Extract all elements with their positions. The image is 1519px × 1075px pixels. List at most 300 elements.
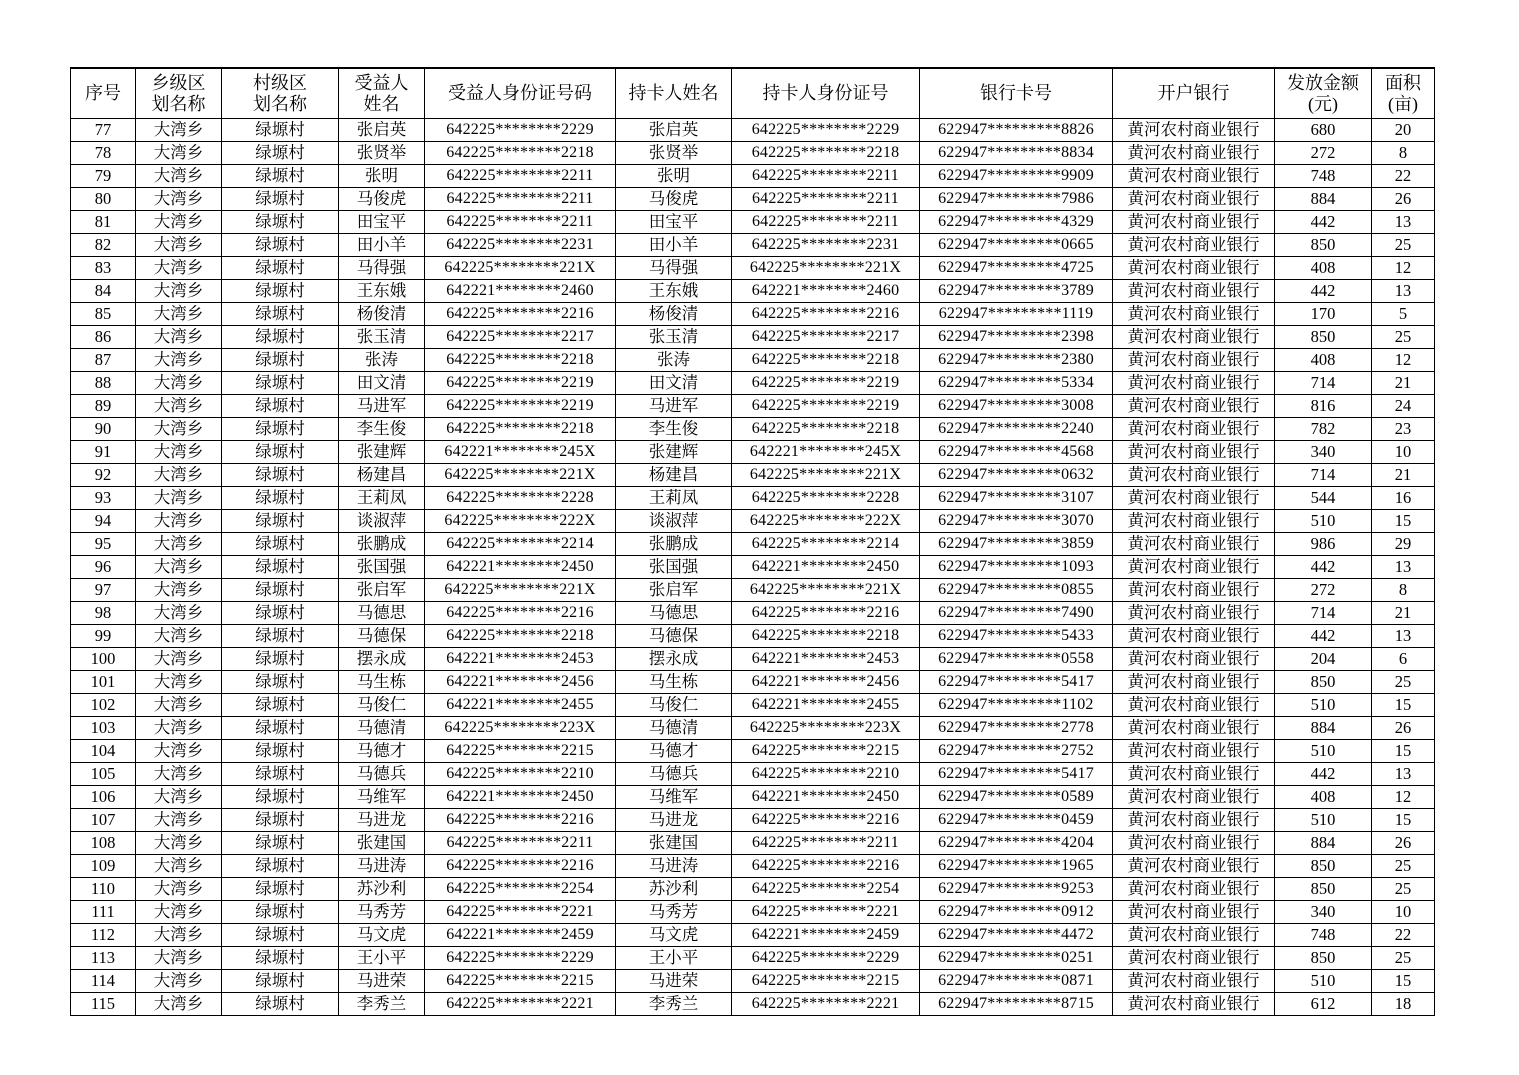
- cell-amount: 204: [1275, 648, 1372, 671]
- cell-amount: 612: [1275, 993, 1372, 1016]
- cell-index: 102: [71, 694, 136, 717]
- table-row: [71, 579, 1435, 602]
- cell-bank: 黄河农村商业银行: [1113, 372, 1275, 395]
- cell-bank: 黄河农村商业银行: [1113, 326, 1275, 349]
- table-row: [71, 349, 1435, 372]
- cell-area: 13: [1372, 763, 1435, 786]
- cell-bank: 黄河农村商业银行: [1113, 901, 1275, 924]
- cell-township: 大湾乡: [136, 257, 222, 280]
- cell-index: 97: [71, 579, 136, 602]
- table-row: [71, 372, 1435, 395]
- cell-bank: 黄河农村商业银行: [1113, 165, 1275, 188]
- cell-bank-card: 622947*********8715: [920, 993, 1113, 1016]
- cell-bank: 黄河农村商业银行: [1113, 602, 1275, 625]
- cell-village: 绿塬村: [222, 119, 339, 142]
- cell-index: 84: [71, 280, 136, 303]
- cell-village: 绿塬村: [222, 211, 339, 234]
- cell-beneficiary-id: 642225********2211: [425, 188, 616, 211]
- cell-index: 113: [71, 947, 136, 970]
- cell-index: 89: [71, 395, 136, 418]
- cell-township: 大湾乡: [136, 280, 222, 303]
- cell-area: 25: [1372, 878, 1435, 901]
- cell-township: 大湾乡: [136, 487, 222, 510]
- header-row: [71, 68, 1435, 119]
- cell-bank-card: 622947*********4568: [920, 441, 1113, 464]
- cell-cardholder-name: 张建国: [616, 832, 732, 855]
- cell-amount: 850: [1275, 671, 1372, 694]
- cell-beneficiary-id: 642221********2459: [425, 924, 616, 947]
- cell-index: 110: [71, 878, 136, 901]
- table-row: [71, 326, 1435, 349]
- cell-cardholder-name: 田宝平: [616, 211, 732, 234]
- cell-index: 79: [71, 165, 136, 188]
- cell-index: 92: [71, 464, 136, 487]
- cell-village: 绿塬村: [222, 487, 339, 510]
- cell-township: 大湾乡: [136, 579, 222, 602]
- cell-area: 8: [1372, 142, 1435, 165]
- cell-index: 81: [71, 211, 136, 234]
- cell-cardholder-id: 642225********2211: [732, 165, 920, 188]
- cell-village: 绿塬村: [222, 648, 339, 671]
- cell-beneficiary-name: 马德才: [339, 740, 425, 763]
- cell-amount: 442: [1275, 211, 1372, 234]
- cell-cardholder-id: 642225********2221: [732, 901, 920, 924]
- cell-area: 12: [1372, 257, 1435, 280]
- cell-village: 绿塬村: [222, 533, 339, 556]
- cell-bank-card: 622947*********0558: [920, 648, 1113, 671]
- cell-bank: 黄河农村商业银行: [1113, 556, 1275, 579]
- cell-index: 95: [71, 533, 136, 556]
- table-row: [71, 211, 1435, 234]
- cell-village: 绿塬村: [222, 326, 339, 349]
- cell-area: 22: [1372, 924, 1435, 947]
- cell-cardholder-name: 马德思: [616, 602, 732, 625]
- cell-cardholder-name: 李秀兰: [616, 993, 732, 1016]
- table-row: [71, 188, 1435, 211]
- cell-beneficiary-name: 马德兵: [339, 763, 425, 786]
- table-row: [71, 119, 1435, 142]
- cell-index: 104: [71, 740, 136, 763]
- cell-beneficiary-name: 马德思: [339, 602, 425, 625]
- cell-amount: 408: [1275, 349, 1372, 372]
- cell-cardholder-id: 642225********2211: [732, 832, 920, 855]
- cell-village: 绿塬村: [222, 372, 339, 395]
- cell-bank-card: 622947*********8826: [920, 119, 1113, 142]
- cell-village: 绿塬村: [222, 142, 339, 165]
- cell-area: 23: [1372, 418, 1435, 441]
- table-row: [71, 418, 1435, 441]
- cell-bank-card: 622947*********0251: [920, 947, 1113, 970]
- cell-beneficiary-name: 马德保: [339, 625, 425, 648]
- cell-area: 5: [1372, 303, 1435, 326]
- cell-area: 26: [1372, 717, 1435, 740]
- cell-village: 绿塬村: [222, 464, 339, 487]
- cell-cardholder-name: 张玉清: [616, 326, 732, 349]
- table-row: [71, 441, 1435, 464]
- cell-township: 大湾乡: [136, 211, 222, 234]
- cell-beneficiary-name: 摆永成: [339, 648, 425, 671]
- cell-cardholder-name: 马文虎: [616, 924, 732, 947]
- cell-cardholder-name: 张鹏成: [616, 533, 732, 556]
- cell-cardholder-id: 642225********2216: [732, 855, 920, 878]
- cell-village: 绿塬村: [222, 993, 339, 1016]
- cell-cardholder-id: 642225********2229: [732, 947, 920, 970]
- cell-area: 15: [1372, 809, 1435, 832]
- cell-beneficiary-name: 杨建昌: [339, 464, 425, 487]
- table-row: [71, 142, 1435, 165]
- cell-township: 大湾乡: [136, 349, 222, 372]
- cell-village: 绿塬村: [222, 234, 339, 257]
- cell-bank-card: 622947*********4329: [920, 211, 1113, 234]
- cell-village: 绿塬村: [222, 349, 339, 372]
- cell-index: 115: [71, 993, 136, 1016]
- table-row: [71, 510, 1435, 533]
- cell-beneficiary-id: 642225********2229: [425, 947, 616, 970]
- cell-village: 绿塬村: [222, 257, 339, 280]
- cell-cardholder-id: 642225********2215: [732, 970, 920, 993]
- cell-bank-card: 622947*********5417: [920, 763, 1113, 786]
- cell-area: 13: [1372, 211, 1435, 234]
- cell-beneficiary-id: 642225********221X: [425, 257, 616, 280]
- cell-amount: 510: [1275, 970, 1372, 993]
- cell-township: 大湾乡: [136, 947, 222, 970]
- table-row: [71, 970, 1435, 993]
- cell-beneficiary-id: 642225********223X: [425, 717, 616, 740]
- cell-beneficiary-id: 642225********2218: [425, 349, 616, 372]
- cell-beneficiary-name: 马进龙: [339, 809, 425, 832]
- cell-cardholder-name: 张建辉: [616, 441, 732, 464]
- cell-bank: 黄河农村商业银行: [1113, 809, 1275, 832]
- cell-beneficiary-name: 马生栋: [339, 671, 425, 694]
- cell-village: 绿塬村: [222, 970, 339, 993]
- cell-bank: 黄河农村商业银行: [1113, 349, 1275, 372]
- table-row: [71, 625, 1435, 648]
- cell-village: 绿塬村: [222, 395, 339, 418]
- cell-index: 91: [71, 441, 136, 464]
- cell-amount: 850: [1275, 234, 1372, 257]
- cell-area: 20: [1372, 119, 1435, 142]
- cell-cardholder-name: 王莉凤: [616, 487, 732, 510]
- cell-beneficiary-name: 张玉清: [339, 326, 425, 349]
- cell-bank: 黄河农村商业银行: [1113, 924, 1275, 947]
- cell-beneficiary-name: 田宝平: [339, 211, 425, 234]
- cell-beneficiary-id: 642221********245X: [425, 441, 616, 464]
- cell-beneficiary-name: 王东娥: [339, 280, 425, 303]
- cell-cardholder-id: 642225********2219: [732, 395, 920, 418]
- cell-amount: 442: [1275, 763, 1372, 786]
- cell-area: 25: [1372, 234, 1435, 257]
- cell-cardholder-name: 马德保: [616, 625, 732, 648]
- cell-bank: 黄河农村商业银行: [1113, 510, 1275, 533]
- cell-index: 88: [71, 372, 136, 395]
- cell-cardholder-name: 张涛: [616, 349, 732, 372]
- cell-township: 大湾乡: [136, 326, 222, 349]
- cell-bank-card: 622947*********5433: [920, 625, 1113, 648]
- cell-cardholder-name: 摆永成: [616, 648, 732, 671]
- cell-bank-card: 622947*********9909: [920, 165, 1113, 188]
- cell-bank: 黄河农村商业银行: [1113, 878, 1275, 901]
- cell-village: 绿塬村: [222, 165, 339, 188]
- cell-bank-card: 622947*********0912: [920, 901, 1113, 924]
- cell-village: 绿塬村: [222, 717, 339, 740]
- cell-bank-card: 622947*********4725: [920, 257, 1113, 280]
- cell-cardholder-id: 642225********221X: [732, 464, 920, 487]
- cell-bank: 黄河农村商业银行: [1113, 970, 1275, 993]
- cell-bank-card: 622947*********1102: [920, 694, 1113, 717]
- cell-amount: 510: [1275, 809, 1372, 832]
- cell-beneficiary-name: 张国强: [339, 556, 425, 579]
- cell-village: 绿塬村: [222, 809, 339, 832]
- cell-cardholder-id: 642221********2450: [732, 556, 920, 579]
- cell-cardholder-id: 642225********2216: [732, 303, 920, 326]
- cell-cardholder-name: 王东娥: [616, 280, 732, 303]
- cell-area: 25: [1372, 947, 1435, 970]
- cell-cardholder-id: 642225********2211: [732, 188, 920, 211]
- cell-beneficiary-name: 张贤举: [339, 142, 425, 165]
- cell-village: 绿塬村: [222, 740, 339, 763]
- cell-area: 21: [1372, 464, 1435, 487]
- table-row: [71, 947, 1435, 970]
- table-row: [71, 556, 1435, 579]
- cell-beneficiary-name: 苏沙利: [339, 878, 425, 901]
- cell-beneficiary-id: 642225********2254: [425, 878, 616, 901]
- cell-index: 108: [71, 832, 136, 855]
- table-row: [71, 280, 1435, 303]
- cell-township: 大湾乡: [136, 533, 222, 556]
- cell-beneficiary-id: 642225********2210: [425, 763, 616, 786]
- cell-cardholder-name: 马生栋: [616, 671, 732, 694]
- header-village: 村级区 划名称: [222, 68, 339, 119]
- cell-beneficiary-id: 642225********2216: [425, 855, 616, 878]
- cell-area: 26: [1372, 188, 1435, 211]
- cell-village: 绿塬村: [222, 901, 339, 924]
- cell-cardholder-id: 642225********223X: [732, 717, 920, 740]
- cell-area: 13: [1372, 625, 1435, 648]
- cell-village: 绿塬村: [222, 625, 339, 648]
- cell-township: 大湾乡: [136, 855, 222, 878]
- cell-cardholder-id: 642225********2254: [732, 878, 920, 901]
- cell-beneficiary-id: 642221********2453: [425, 648, 616, 671]
- cell-bank-card: 622947*********2778: [920, 717, 1113, 740]
- cell-bank-card: 622947*********7490: [920, 602, 1113, 625]
- cell-bank-card: 622947*********8834: [920, 142, 1113, 165]
- cell-beneficiary-id: 642225********2214: [425, 533, 616, 556]
- cell-township: 大湾乡: [136, 602, 222, 625]
- cell-village: 绿塬村: [222, 855, 339, 878]
- cell-township: 大湾乡: [136, 763, 222, 786]
- cell-area: 13: [1372, 280, 1435, 303]
- cell-index: 114: [71, 970, 136, 993]
- cell-beneficiary-id: 642225********2229: [425, 119, 616, 142]
- cell-beneficiary-name: 张建国: [339, 832, 425, 855]
- table-row: [71, 786, 1435, 809]
- cell-beneficiary-name: 马文虎: [339, 924, 425, 947]
- subsidy-table: [70, 67, 1435, 1016]
- cell-index: 77: [71, 119, 136, 142]
- cell-area: 15: [1372, 510, 1435, 533]
- cell-cardholder-id: 642225********2218: [732, 349, 920, 372]
- cell-amount: 850: [1275, 855, 1372, 878]
- cell-bank: 黄河农村商业银行: [1113, 441, 1275, 464]
- cell-bank: 黄河农村商业银行: [1113, 993, 1275, 1016]
- cell-index: 94: [71, 510, 136, 533]
- cell-bank-card: 622947*********0855: [920, 579, 1113, 602]
- cell-village: 绿塬村: [222, 947, 339, 970]
- header-bank: 开户银行: [1113, 68, 1275, 119]
- cell-township: 大湾乡: [136, 671, 222, 694]
- cell-cardholder-id: 642221********2450: [732, 786, 920, 809]
- table-row: [71, 855, 1435, 878]
- cell-bank-card: 622947*********2752: [920, 740, 1113, 763]
- cell-index: 98: [71, 602, 136, 625]
- cell-bank: 黄河农村商业银行: [1113, 188, 1275, 211]
- cell-beneficiary-id: 642225********221X: [425, 464, 616, 487]
- cell-beneficiary-name: 杨俊清: [339, 303, 425, 326]
- cell-area: 25: [1372, 855, 1435, 878]
- table-row: [71, 648, 1435, 671]
- cell-cardholder-id: 642225********2214: [732, 533, 920, 556]
- cell-bank: 黄河农村商业银行: [1113, 717, 1275, 740]
- cell-beneficiary-name: 马维军: [339, 786, 425, 809]
- table-row: [71, 303, 1435, 326]
- cell-area: 18: [1372, 993, 1435, 1016]
- cell-cardholder-id: 642225********2210: [732, 763, 920, 786]
- table-row: [71, 832, 1435, 855]
- cell-bank-card: 622947*********0589: [920, 786, 1113, 809]
- cell-township: 大湾乡: [136, 648, 222, 671]
- table-row: [71, 717, 1435, 740]
- table-row: [71, 809, 1435, 832]
- cell-bank: 黄河农村商业银行: [1113, 119, 1275, 142]
- cell-area: 15: [1372, 740, 1435, 763]
- cell-cardholder-id: 642221********2459: [732, 924, 920, 947]
- cell-amount: 408: [1275, 786, 1372, 809]
- cell-bank: 黄河农村商业银行: [1113, 694, 1275, 717]
- cell-area: 24: [1372, 395, 1435, 418]
- table-row: [71, 234, 1435, 257]
- header-bank-card: 银行卡号: [920, 68, 1113, 119]
- cell-bank: 黄河农村商业银行: [1113, 625, 1275, 648]
- cell-beneficiary-id: 642221********2456: [425, 671, 616, 694]
- cell-bank: 黄河农村商业银行: [1113, 487, 1275, 510]
- cell-area: 16: [1372, 487, 1435, 510]
- cell-beneficiary-id: 642225********221X: [425, 579, 616, 602]
- cell-index: 80: [71, 188, 136, 211]
- cell-amount: 510: [1275, 694, 1372, 717]
- cell-township: 大湾乡: [136, 464, 222, 487]
- cell-amount: 170: [1275, 303, 1372, 326]
- cell-cardholder-name: 马俊仁: [616, 694, 732, 717]
- cell-index: 109: [71, 855, 136, 878]
- cell-cardholder-name: 田文清: [616, 372, 732, 395]
- cell-village: 绿塬村: [222, 763, 339, 786]
- cell-cardholder-id: 642225********222X: [732, 510, 920, 533]
- cell-cardholder-id: 642225********2215: [732, 740, 920, 763]
- cell-village: 绿塬村: [222, 441, 339, 464]
- cell-bank: 黄河农村商业银行: [1113, 418, 1275, 441]
- cell-township: 大湾乡: [136, 924, 222, 947]
- cell-beneficiary-name: 马秀芳: [339, 901, 425, 924]
- cell-amount: 544: [1275, 487, 1372, 510]
- cell-index: 82: [71, 234, 136, 257]
- cell-bank: 黄河农村商业银行: [1113, 234, 1275, 257]
- cell-beneficiary-name: 张启英: [339, 119, 425, 142]
- cell-cardholder-id: 642225********221X: [732, 579, 920, 602]
- cell-cardholder-id: 642225********2218: [732, 625, 920, 648]
- cell-bank-card: 622947*********3789: [920, 280, 1113, 303]
- cell-cardholder-name: 马德清: [616, 717, 732, 740]
- cell-cardholder-id: 642225********2211: [732, 211, 920, 234]
- cell-index: 100: [71, 648, 136, 671]
- table-row: [71, 257, 1435, 280]
- cell-index: 85: [71, 303, 136, 326]
- cell-area: 26: [1372, 832, 1435, 855]
- cell-beneficiary-id: 642221********2450: [425, 556, 616, 579]
- cell-bank: 黄河农村商业银行: [1113, 142, 1275, 165]
- cell-village: 绿塬村: [222, 510, 339, 533]
- cell-bank-card: 622947*********0871: [920, 970, 1113, 993]
- cell-cardholder-name: 马俊虎: [616, 188, 732, 211]
- cell-beneficiary-name: 马俊虎: [339, 188, 425, 211]
- table-body: [71, 119, 1435, 1016]
- cell-cardholder-id: 642221********2453: [732, 648, 920, 671]
- table-row: [71, 464, 1435, 487]
- cell-township: 大湾乡: [136, 556, 222, 579]
- cell-bank-card: 622947*********5334: [920, 372, 1113, 395]
- table-row: [71, 671, 1435, 694]
- cell-index: 78: [71, 142, 136, 165]
- cell-village: 绿塬村: [222, 832, 339, 855]
- cell-cardholder-id: 642221********2460: [732, 280, 920, 303]
- cell-bank: 黄河农村商业银行: [1113, 395, 1275, 418]
- cell-area: 8: [1372, 579, 1435, 602]
- cell-beneficiary-name: 张明: [339, 165, 425, 188]
- cell-cardholder-id: 642225********221X: [732, 257, 920, 280]
- cell-bank: 黄河农村商业银行: [1113, 303, 1275, 326]
- cell-township: 大湾乡: [136, 809, 222, 832]
- cell-cardholder-name: 马进荣: [616, 970, 732, 993]
- cell-village: 绿塬村: [222, 924, 339, 947]
- cell-village: 绿塬村: [222, 556, 339, 579]
- cell-bank: 黄河农村商业银行: [1113, 579, 1275, 602]
- cell-cardholder-id: 642225********2221: [732, 993, 920, 1016]
- cell-bank: 黄河农村商业银行: [1113, 280, 1275, 303]
- cell-beneficiary-name: 王小平: [339, 947, 425, 970]
- cell-township: 大湾乡: [136, 119, 222, 142]
- cell-amount: 272: [1275, 142, 1372, 165]
- cell-area: 10: [1372, 901, 1435, 924]
- cell-village: 绿塬村: [222, 878, 339, 901]
- cell-index: 111: [71, 901, 136, 924]
- cell-beneficiary-id: 642225********2211: [425, 165, 616, 188]
- cell-bank: 黄河农村商业银行: [1113, 763, 1275, 786]
- cell-amount: 714: [1275, 602, 1372, 625]
- cell-cardholder-name: 马进龙: [616, 809, 732, 832]
- cell-area: 12: [1372, 786, 1435, 809]
- cell-cardholder-id: 642225********2216: [732, 809, 920, 832]
- cell-amount: 748: [1275, 924, 1372, 947]
- cell-index: 83: [71, 257, 136, 280]
- cell-amount: 850: [1275, 878, 1372, 901]
- cell-amount: 816: [1275, 395, 1372, 418]
- cell-amount: 782: [1275, 418, 1372, 441]
- cell-cardholder-name: 马德兵: [616, 763, 732, 786]
- table-row: [71, 993, 1435, 1016]
- cell-index: 103: [71, 717, 136, 740]
- cell-cardholder-id: 642221********245X: [732, 441, 920, 464]
- cell-village: 绿塬村: [222, 786, 339, 809]
- cell-area: 22: [1372, 165, 1435, 188]
